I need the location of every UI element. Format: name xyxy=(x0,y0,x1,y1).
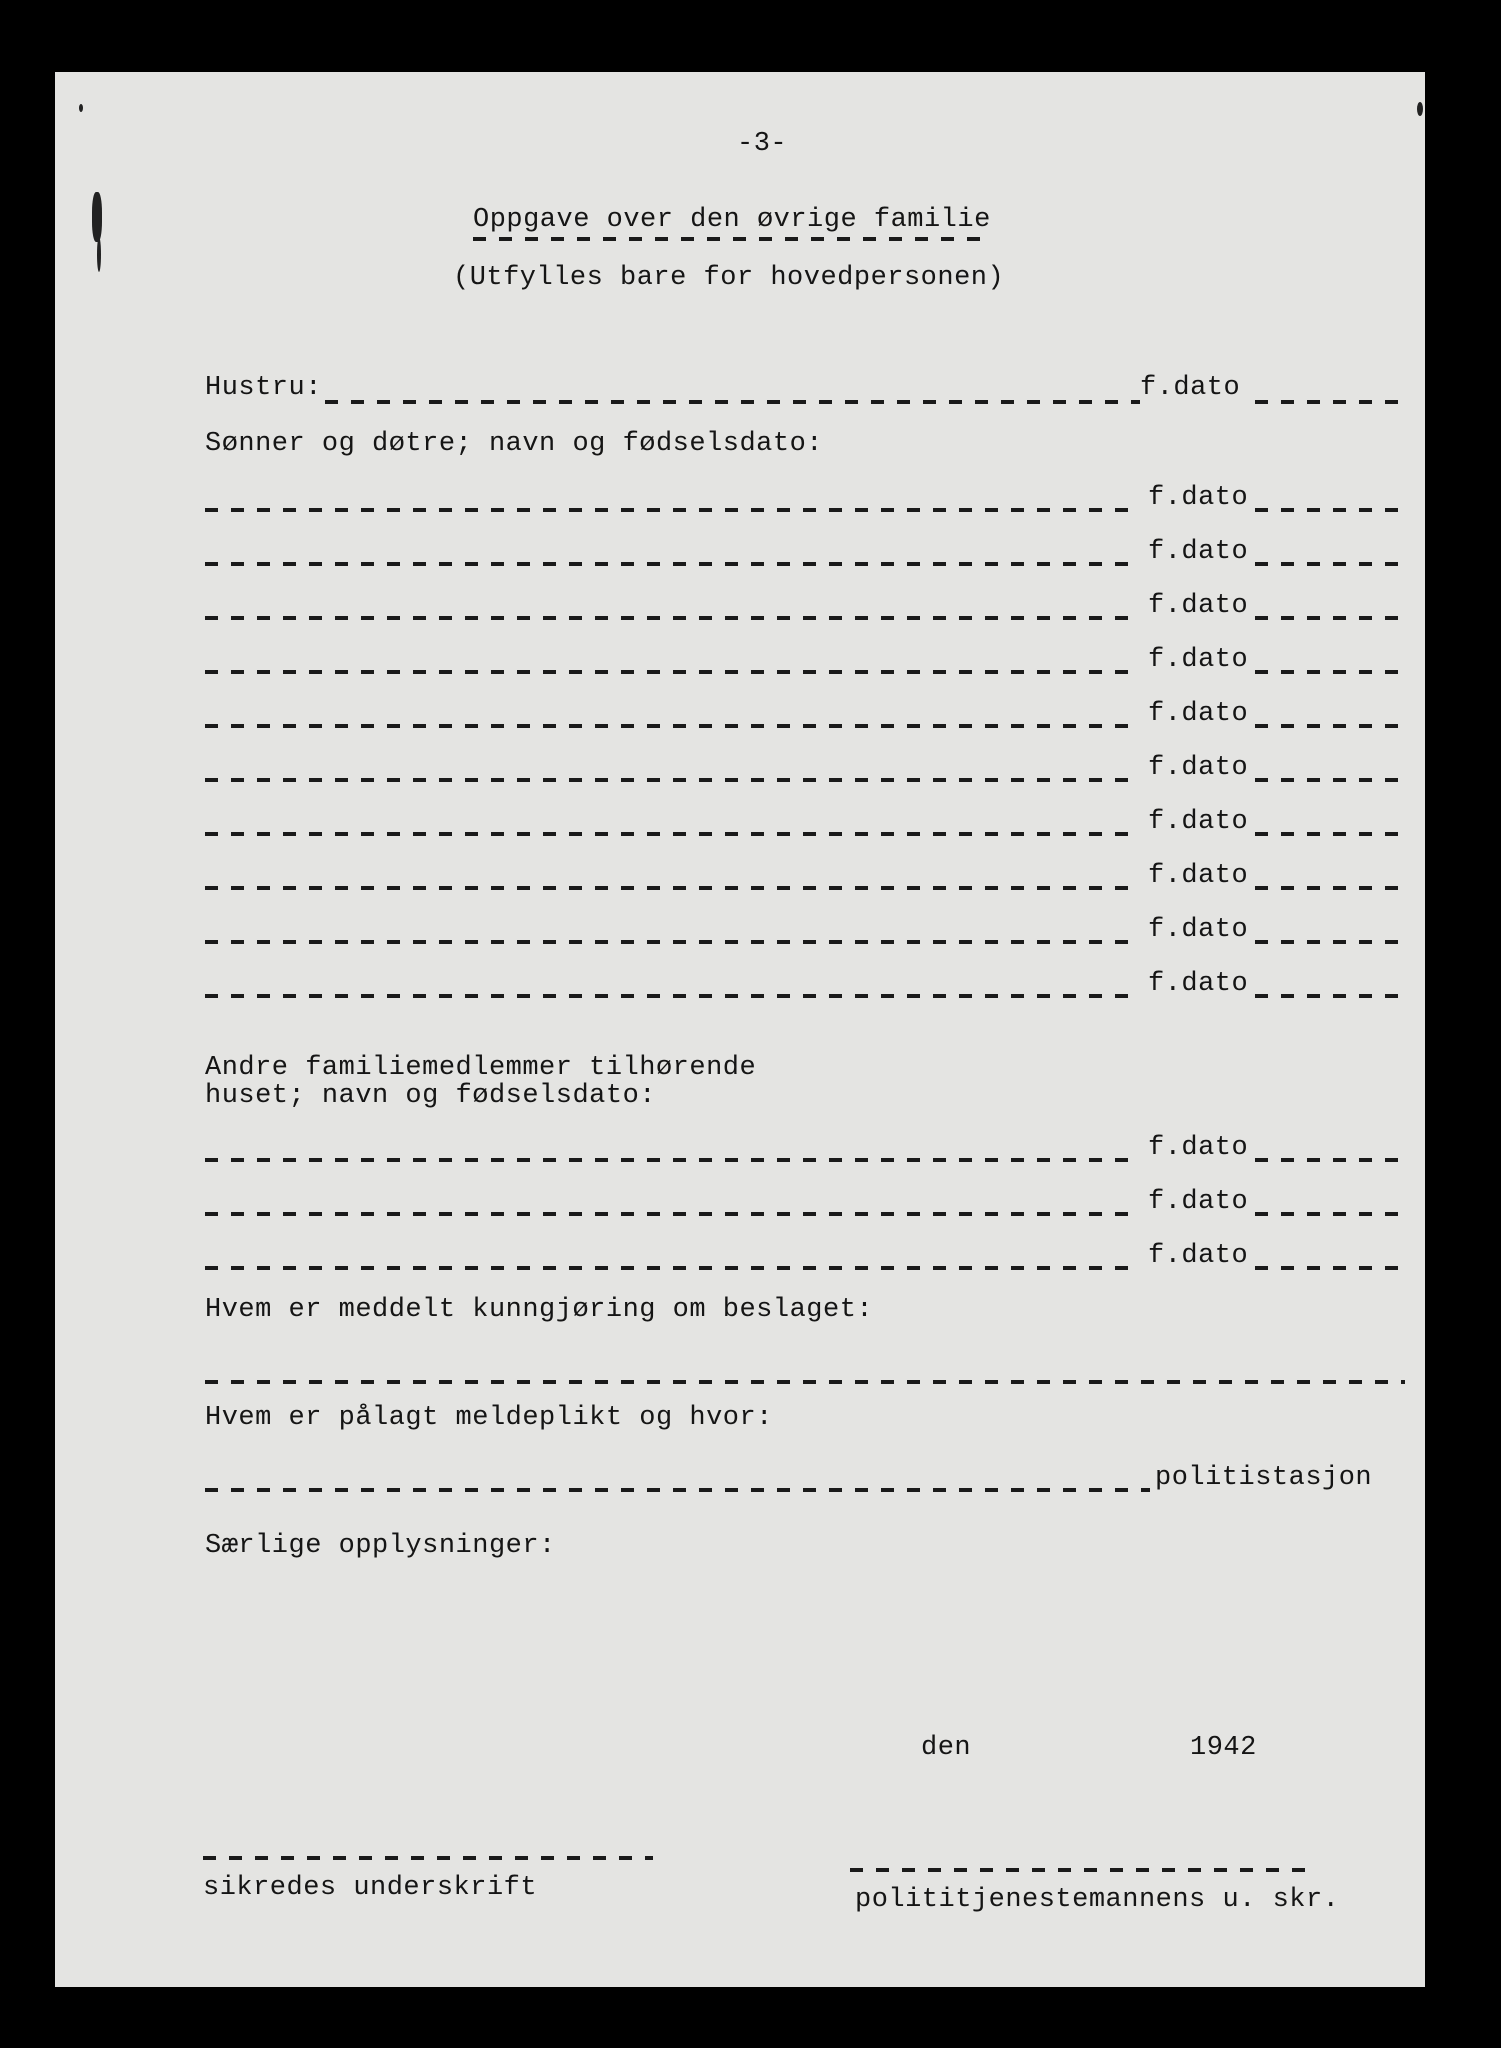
other-members-label-line1: Andre familiemedlemmer tilhørende xyxy=(205,1053,757,1083)
member-fdato-field[interactable] xyxy=(1255,1212,1405,1216)
reporting-field[interactable] xyxy=(205,1488,1150,1492)
ink-blot-mark xyxy=(92,192,102,242)
child-fdato-field[interactable] xyxy=(1255,886,1405,890)
child-name-field[interactable] xyxy=(205,832,1140,836)
member-name-field[interactable] xyxy=(205,1212,1140,1216)
child-fdato-label: f.dato xyxy=(1148,645,1249,675)
member-fdato-field[interactable] xyxy=(1255,1158,1405,1162)
member-name-field[interactable] xyxy=(205,1158,1140,1162)
member-fdato-label: f.dato xyxy=(1148,1241,1249,1271)
child-fdato-label: f.dato xyxy=(1148,699,1249,729)
child-fdato-field[interactable] xyxy=(1255,508,1405,512)
hustru-label: Hustru: xyxy=(205,373,322,403)
form-subtitle: (Utfylles bare for hovedpersonen) xyxy=(453,263,1005,293)
child-fdato-label: f.dato xyxy=(1148,915,1249,945)
child-name-field[interactable] xyxy=(205,670,1140,674)
child-name-field[interactable] xyxy=(205,508,1140,512)
child-name-field[interactable] xyxy=(205,940,1140,944)
child-fdato-label: f.dato xyxy=(1148,537,1249,567)
officer-signature-label: polititjenestemannens u. skr. xyxy=(855,1885,1340,1915)
member-fdato-field[interactable] xyxy=(1255,1266,1405,1270)
child-fdato-label: f.dato xyxy=(1148,861,1249,891)
member-fdato-label: f.dato xyxy=(1148,1133,1249,1163)
member-fdato-label: f.dato xyxy=(1148,1187,1249,1217)
child-fdato-field[interactable] xyxy=(1255,670,1405,674)
insured-signature-line[interactable] xyxy=(203,1856,653,1860)
child-fdato-field[interactable] xyxy=(1255,778,1405,782)
child-fdato-field[interactable] xyxy=(1255,994,1405,998)
child-name-field[interactable] xyxy=(205,994,1140,998)
child-fdato-label: f.dato xyxy=(1148,483,1249,513)
child-name-field[interactable] xyxy=(205,778,1140,782)
child-fdato-label: f.dato xyxy=(1148,753,1249,783)
notice-field[interactable] xyxy=(205,1380,1405,1384)
child-fdato-label: f.dato xyxy=(1148,807,1249,837)
child-fdato-field[interactable] xyxy=(1255,616,1405,620)
ink-streak-mark xyxy=(97,237,101,272)
child-fdato-field[interactable] xyxy=(1255,724,1405,728)
date-year: 1942 xyxy=(1190,1733,1257,1763)
date-den-label: den xyxy=(921,1733,972,1763)
child-fdato-label: f.dato xyxy=(1148,591,1249,621)
children-label: Sønner og døtre; navn og fødselsdato: xyxy=(205,429,823,459)
page-number: -3- xyxy=(737,129,788,159)
corner-speck xyxy=(79,104,83,112)
special-info-label: Særlige opplysninger: xyxy=(205,1531,556,1561)
officer-signature-line[interactable] xyxy=(850,1868,1315,1872)
edge-speck xyxy=(1417,102,1423,116)
other-members-label-line2: huset; navn og fødselsdato: xyxy=(205,1081,656,1111)
police-station-label: politistasjon xyxy=(1155,1463,1373,1493)
child-name-field[interactable] xyxy=(205,724,1140,728)
title-underline xyxy=(473,237,993,241)
child-fdato-field[interactable] xyxy=(1255,832,1405,836)
hustru-fdato-field[interactable] xyxy=(1255,400,1405,404)
reporting-label: Hvem er pålagt meldeplikt og hvor: xyxy=(205,1403,773,1433)
hustru-name-field[interactable] xyxy=(325,400,1140,404)
child-fdato-field[interactable] xyxy=(1255,562,1405,566)
hustru-fdato-label: f.dato xyxy=(1140,373,1241,403)
insured-signature-label: sikredes underskrift xyxy=(203,1873,538,1903)
child-fdato-label: f.dato xyxy=(1148,969,1249,999)
child-name-field[interactable] xyxy=(205,616,1140,620)
notice-label: Hvem er meddelt kunngjøring om beslaget: xyxy=(205,1295,874,1325)
form-title: Oppgave over den øvrige familie xyxy=(473,205,991,235)
form-page xyxy=(55,72,1425,1987)
child-fdato-field[interactable] xyxy=(1255,940,1405,944)
member-name-field[interactable] xyxy=(205,1266,1140,1270)
child-name-field[interactable] xyxy=(205,562,1140,566)
child-name-field[interactable] xyxy=(205,886,1140,890)
